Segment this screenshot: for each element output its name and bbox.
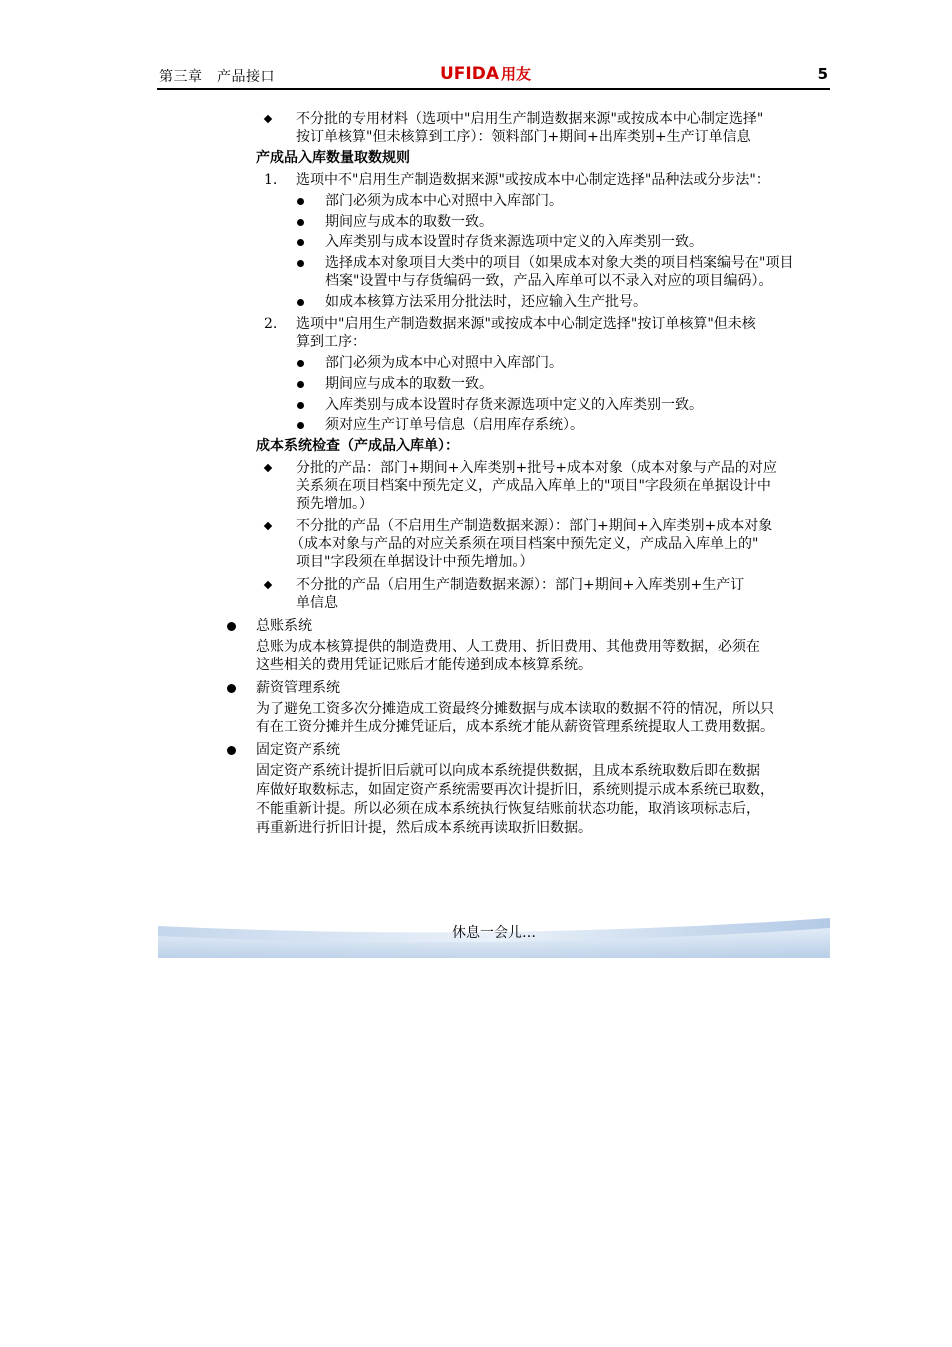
dot-bullet-icon xyxy=(297,239,304,246)
chapter-title: 第三章 产品接口 xyxy=(159,69,275,85)
text-line: （成本对象与产品的对应关系须在项目档案中预先定义，产成品入库单上的" xyxy=(290,536,759,552)
text-line: 选项中不"启用生产制造数据来源"或按成本中心制定选择"品种法或分步法"： xyxy=(296,172,770,188)
text-line: 再重新进行折旧计提，然后成本系统再读取折旧数据。 xyxy=(256,820,592,836)
diamond-bullet-icon xyxy=(264,115,272,123)
text-line: 关系须在项目档案中预先定义，产成品入库单上的"项目"字段须在单据设计中 xyxy=(296,478,771,494)
text-line: 预先增加。） xyxy=(296,496,373,512)
section-heading: 产成品入库数量取数规则 xyxy=(256,150,410,166)
logo-brand-cn: 用友 xyxy=(501,65,532,83)
list-item: 入库类别与成本设置时存货来源选项中定义的入库类别一致。 xyxy=(325,397,703,413)
text-line: 选项中"启用生产制造数据来源"或按成本中心制定选择"按订单核算"但未核 xyxy=(296,316,756,332)
footer-text: 休息一会儿… xyxy=(452,925,536,941)
text-line: 不能重新计提。所以必须在成本系统执行恢复结账前状态功能，取消该项标志后， xyxy=(256,801,760,817)
text-line: 项目"字段须在单据设计中预先增加。） xyxy=(296,554,534,570)
dot-bullet-icon xyxy=(297,360,304,367)
text-line: 固定资产系统计提折旧后就可以向成本系统提供数据，且成本系统取数后即在数据 xyxy=(256,763,760,779)
page-header xyxy=(157,62,830,90)
dot-bullet-icon xyxy=(297,299,304,306)
list-item: 部门必须为成本中心对照中入库部门。 xyxy=(325,355,563,371)
list-item: 如成本核算方法采用分批法时，还应输入生产批号。 xyxy=(325,294,647,310)
list-item: 期间应与成本的取数一致。 xyxy=(325,376,493,392)
text-line: 分批的产品：部门+期间+入库类别+批号+成本对象（成本对象与产品的对应 xyxy=(296,460,777,476)
text-line: 这些相关的费用凭证记账后才能传递到成本核算系统。 xyxy=(256,657,592,673)
list-item: 选择成本对象项目大类中的项目（如果成本对象大类的项目档案编号在"项目 xyxy=(325,255,794,271)
section-title: 薪资管理系统 xyxy=(256,680,340,696)
text-line: 总账为成本核算提供的制造费用、人工费用、折旧费用、其他费用等数据，必须在 xyxy=(256,639,760,655)
dot-bullet-icon xyxy=(297,198,304,205)
section-title: 固定资产系统 xyxy=(256,742,340,758)
dot-bullet-icon xyxy=(227,684,236,693)
dot-bullet-icon xyxy=(297,219,304,226)
section-title: 总账系统 xyxy=(256,618,312,634)
text-line: 不分批的产品（不启用生产制造数据来源）：部门+期间+入库类别+成本对象 xyxy=(296,518,773,534)
text-line: 算到工序： xyxy=(296,334,366,350)
text-line: 不分批的专用材料（选项中"启用生产制造数据来源"或按成本中心制定选择" xyxy=(296,111,764,127)
text-line: 为了避免工资多次分摊造成工资最终分摊数据与成本读取的数据不符的情况，所以只 xyxy=(256,701,774,717)
ufida-logo xyxy=(440,63,531,84)
text-line: 单信息 xyxy=(296,595,338,611)
list-item: 入库类别与成本设置时存货来源选项中定义的入库类别一致。 xyxy=(325,234,703,250)
list-number: 1. xyxy=(264,172,278,188)
footer-band xyxy=(158,912,830,958)
diamond-bullet-icon xyxy=(264,581,272,589)
header-rule xyxy=(157,88,830,90)
dot-bullet-icon xyxy=(227,622,236,631)
diamond-bullet-icon xyxy=(264,464,272,472)
text-line: 按订单核算"但未核算到工序）：领料部门+期间+出库类别+生产订单信息 xyxy=(296,129,751,145)
list-item: 期间应与成本的取数一致。 xyxy=(325,214,493,230)
diamond-bullet-icon xyxy=(264,522,272,530)
dot-bullet-icon xyxy=(297,260,304,267)
dot-bullet-icon xyxy=(297,381,304,388)
dot-bullet-icon xyxy=(297,402,304,409)
text-line: 不分批的产品（启用生产制造数据来源）：部门+期间+入库类别+生产订 xyxy=(296,577,745,593)
list-number: 2. xyxy=(264,316,278,332)
section-heading: 成本系统检查（产成品入库单）： xyxy=(256,438,459,454)
list-item: 档案"设置中与存货编码一致，产品入库单可以不录入对应的项目编码）。 xyxy=(325,273,773,289)
dot-bullet-icon xyxy=(297,422,304,429)
text-line: 有在工资分摊并生成分摊凭证后，成本系统才能从薪资管理系统提取人工费用数据。 xyxy=(256,719,774,735)
dot-bullet-icon xyxy=(227,746,236,755)
page-number: 5 xyxy=(817,65,828,83)
list-item: 须对应生产订单号信息（启用库存系统）。 xyxy=(325,417,584,433)
list-item: 部门必须为成本中心对照中入库部门。 xyxy=(325,193,563,209)
logo-brand: UFIDA xyxy=(440,64,500,84)
text-line: 库做好取数标志，如固定资产系统需要再次计提折旧，系统则提示成本系统已取数， xyxy=(256,782,774,798)
